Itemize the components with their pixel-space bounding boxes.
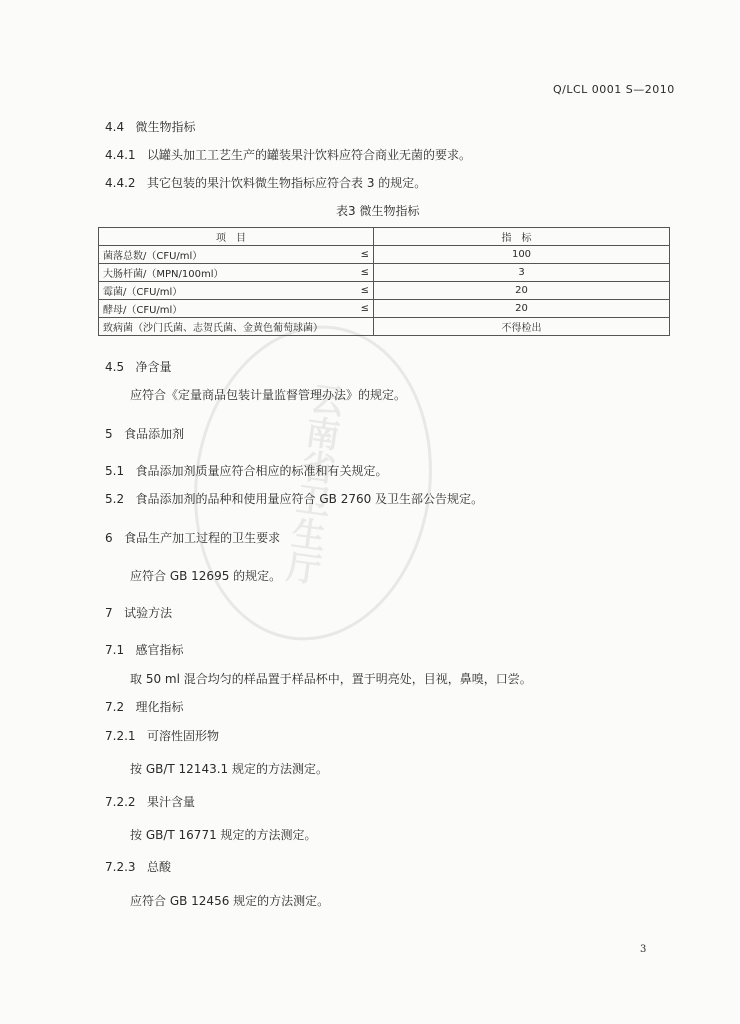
row-operator: ≤ xyxy=(351,282,374,300)
row-value: 不得检出 xyxy=(374,318,670,336)
section-title: 可溶性固形物 xyxy=(147,729,220,743)
table-3-caption: 表3 微生物指标 xyxy=(336,204,420,218)
section-title: 理化指标 xyxy=(135,700,184,714)
page-number: 3 xyxy=(640,944,647,955)
clause-number: 5.2 xyxy=(105,492,125,506)
table-row xyxy=(99,264,670,282)
section-number: 7.2 xyxy=(105,700,125,714)
table-row xyxy=(99,246,670,264)
section-title: 食品生产加工过程的卫生要求 xyxy=(124,531,281,545)
watermark-stamp: 云南省卫生厅 xyxy=(174,310,452,656)
section-number: 6 xyxy=(105,531,113,545)
section-title: 感官指标 xyxy=(135,643,184,657)
row-name: 酵母/（CFU/ml） xyxy=(99,300,352,318)
row-value: 3 xyxy=(374,264,670,282)
row-name: 致病菌（沙门氏菌、志贺氏菌、金黄色葡萄球菌） xyxy=(99,318,352,336)
row-name: 菌落总数/（CFU/ml） xyxy=(99,246,352,264)
row-operator xyxy=(351,318,374,336)
table-row xyxy=(99,300,670,318)
clause-5-1 xyxy=(105,462,388,479)
section-7-2-1-heading xyxy=(105,727,219,744)
row-operator: ≤ xyxy=(351,246,374,264)
clause-text: 其它包装的果汁饮料微生物指标应符合表 3 的规定。 xyxy=(147,176,427,190)
clause-text: 食品添加剂的品种和使用量应符合 GB 2760 及卫生部公告规定。 xyxy=(135,492,484,506)
clause-5-2 xyxy=(105,490,483,507)
row-value: 100 xyxy=(374,246,670,264)
section-title: 试验方法 xyxy=(124,606,173,620)
table-row xyxy=(99,282,670,300)
clause-4-4-1 xyxy=(105,146,471,163)
section-title: 食品添加剂 xyxy=(124,427,185,441)
clause-4-4-2 xyxy=(105,174,426,191)
section-number: 4.4 xyxy=(105,120,125,134)
section-number: 7.1 xyxy=(105,643,125,657)
section-number: 4.5 xyxy=(105,360,125,374)
section-7-2-2-body: 按 GB/T 16771 规定的方法测定。 xyxy=(130,828,317,842)
section-7-2-3-body: 应符合 GB 12456 规定的方法测定。 xyxy=(130,894,330,908)
header-value: 指标 xyxy=(374,228,670,246)
section-number: 7.2.1 xyxy=(105,729,136,743)
section-4-4-heading xyxy=(105,118,196,135)
section-title: 总酸 xyxy=(147,860,172,874)
section-number: 7 xyxy=(105,606,113,620)
row-name: 大肠杆菌/（MPN/100ml） xyxy=(99,264,352,282)
table-3-microbial xyxy=(98,227,670,336)
header-item: 项目 xyxy=(99,228,374,246)
row-value: 20 xyxy=(374,282,670,300)
section-7-2-1-body: 按 GB/T 12143.1 规定的方法测定。 xyxy=(130,762,328,776)
doc-code-header: Q/LCL 0001 S—2010 xyxy=(553,83,675,96)
section-number: 7.2.2 xyxy=(105,795,136,809)
row-operator: ≤ xyxy=(351,300,374,318)
section-6-heading xyxy=(105,529,280,546)
section-5-heading xyxy=(105,425,184,442)
row-name: 霉菌/（CFU/ml） xyxy=(99,282,352,300)
clause-number: 4.4.2 xyxy=(105,176,136,190)
section-7-2-heading xyxy=(105,698,184,715)
section-title: 果汁含量 xyxy=(147,795,196,809)
row-value: 20 xyxy=(374,300,670,318)
row-operator: ≤ xyxy=(351,264,374,282)
section-7-1-body: 取 50 ml 混合均匀的样品置于样品杯中，置于明亮处，目视，鼻嗅，口尝。 xyxy=(130,672,532,686)
section-7-heading xyxy=(105,604,172,621)
clause-number: 4.4.1 xyxy=(105,148,136,162)
section-7-2-3-heading xyxy=(105,858,171,875)
table-header-row xyxy=(99,228,670,246)
section-6-body: 应符合 GB 12695 的规定。 xyxy=(130,569,282,583)
section-title: 微生物指标 xyxy=(135,120,196,134)
clause-number: 5.1 xyxy=(105,464,125,478)
section-number: 7.2.3 xyxy=(105,860,136,874)
clause-text: 以罐头加工工艺生产的罐装果汁饮料应符合商业无菌的要求。 xyxy=(147,148,472,162)
section-7-1-heading xyxy=(105,641,184,658)
clause-text: 食品添加剂质量应符合相应的标准和有关规定。 xyxy=(135,464,388,478)
section-number: 5 xyxy=(105,427,113,441)
section-7-2-2-heading xyxy=(105,793,195,810)
section-title: 净含量 xyxy=(135,360,172,374)
section-4-5-heading xyxy=(105,358,172,375)
table-row xyxy=(99,318,670,336)
section-4-5-body: 应符合《定量商品包装计量监督管理办法》的规定。 xyxy=(130,388,407,402)
